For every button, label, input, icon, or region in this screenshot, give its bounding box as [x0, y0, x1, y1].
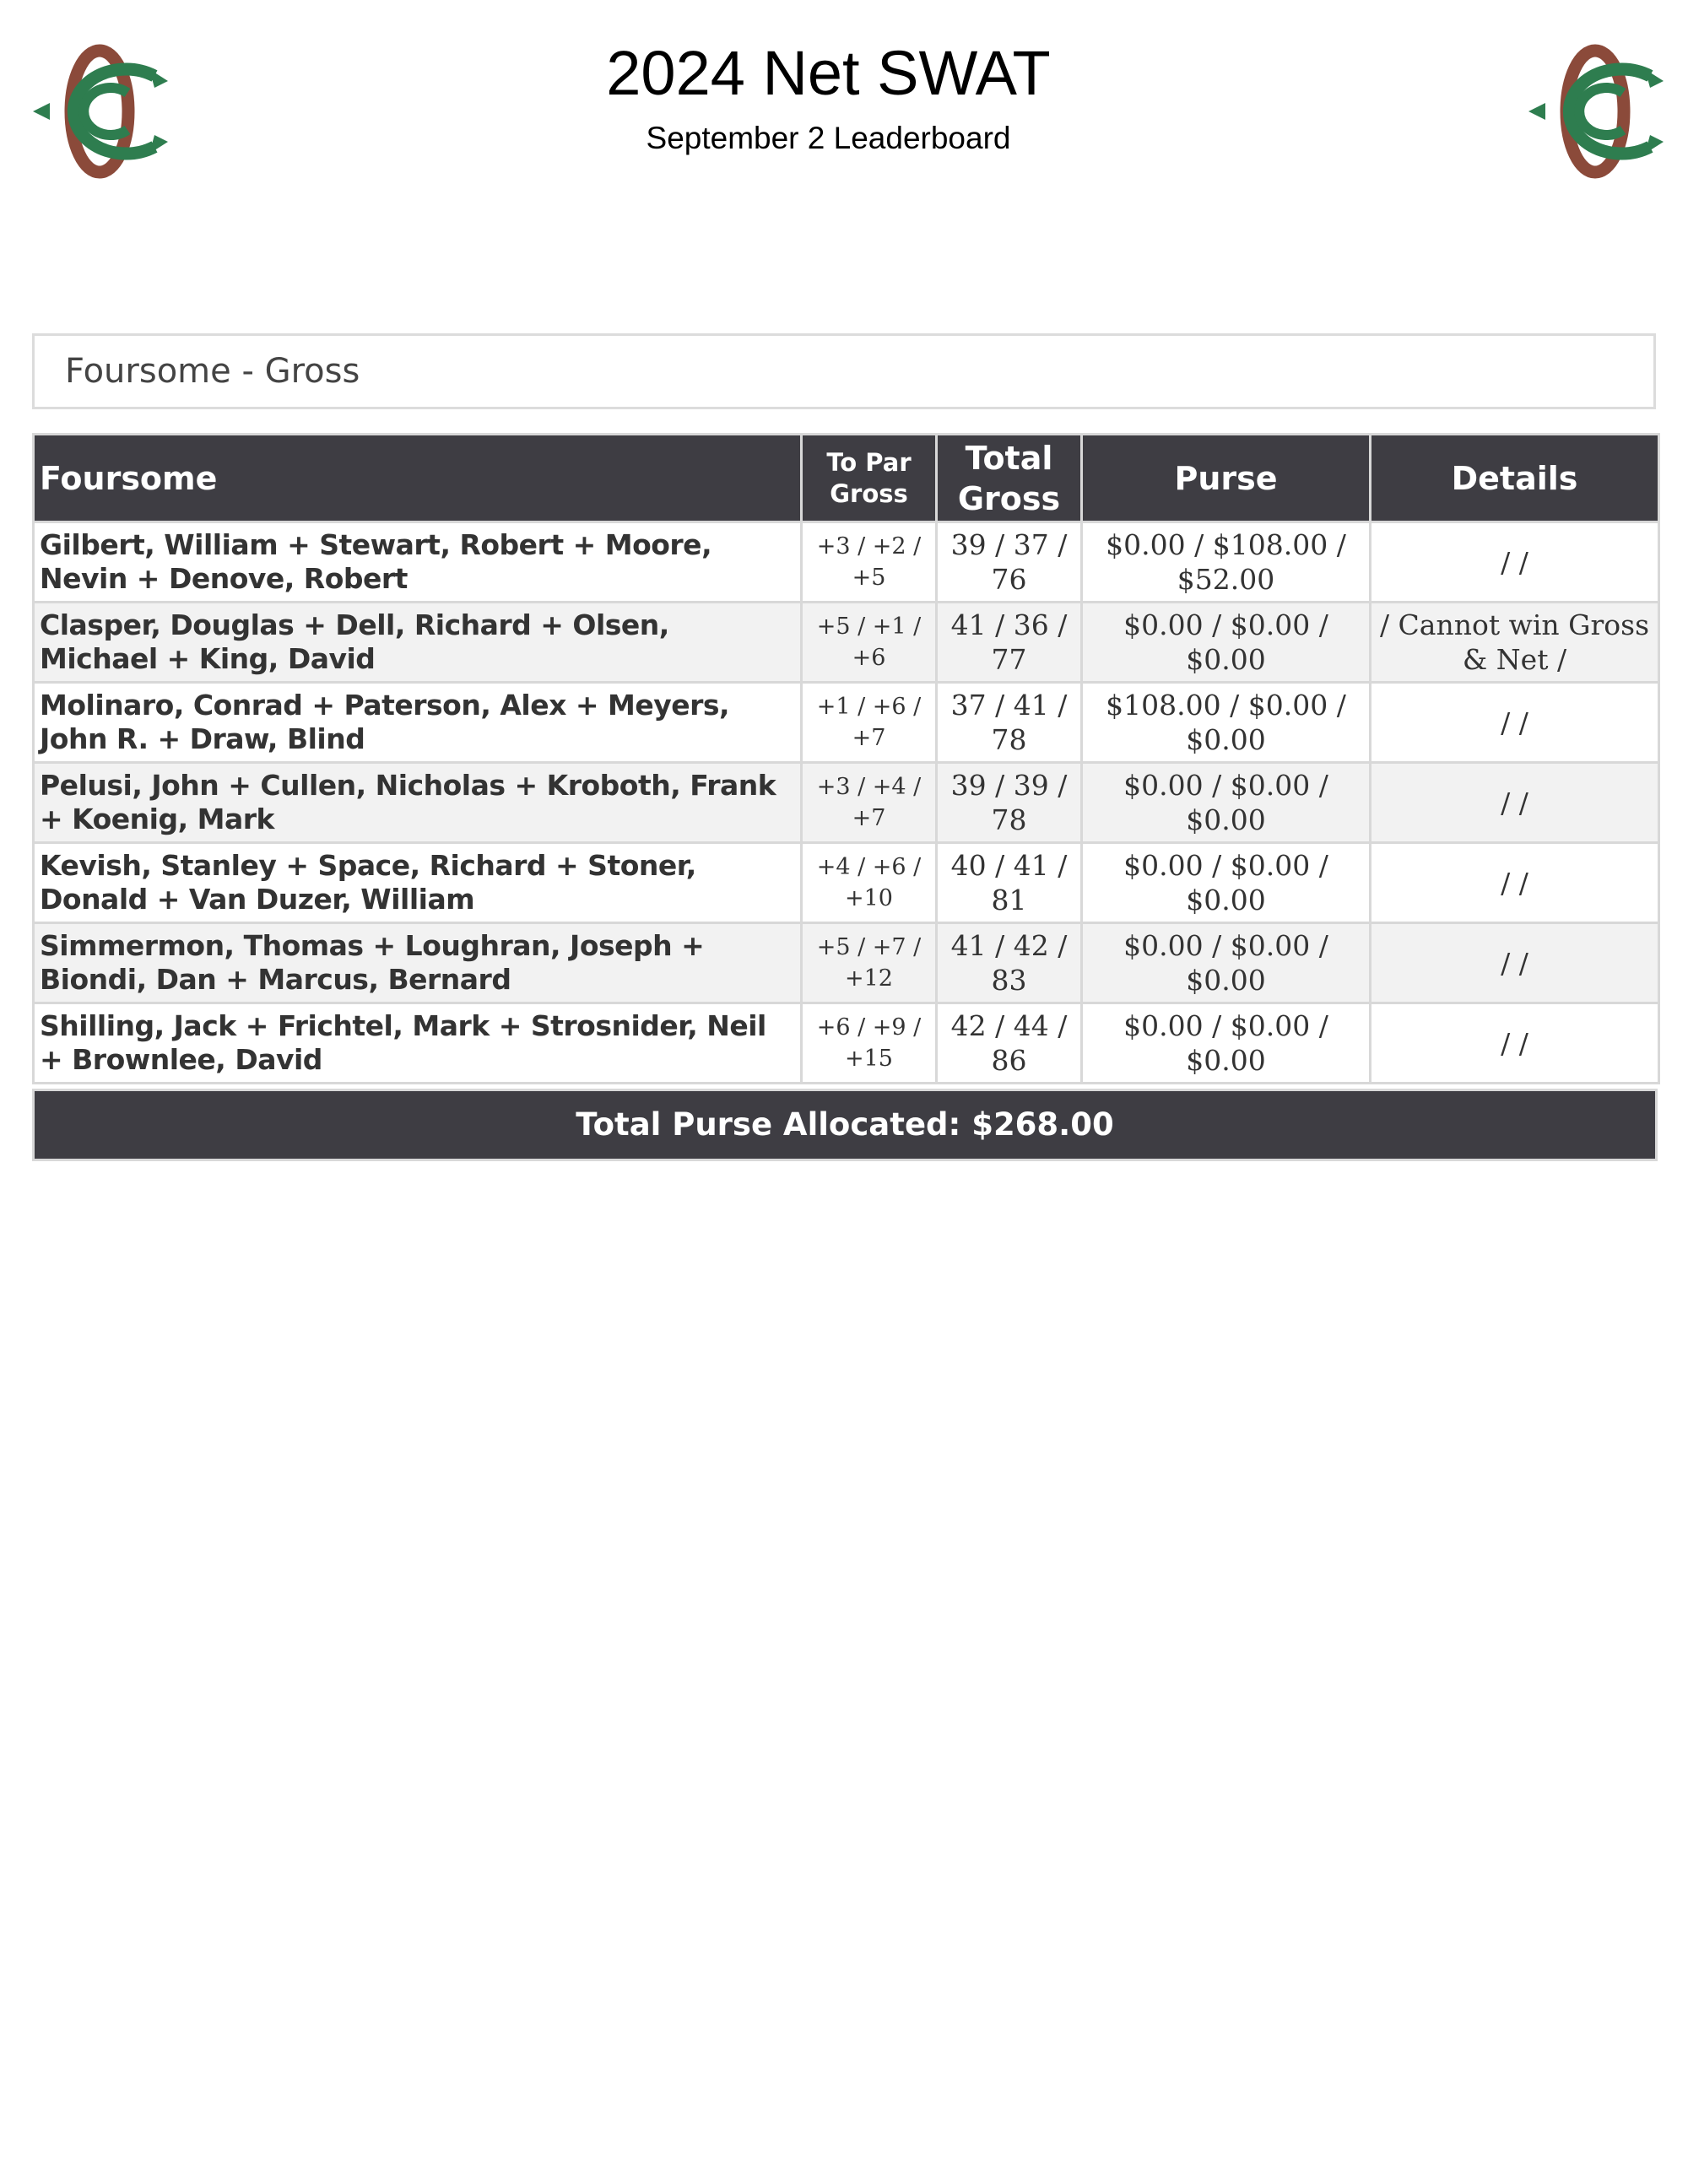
total-gross-cell: 42 / 44 / 86: [937, 1003, 1082, 1084]
details-cell: / Cannot win Gross & Net /: [1371, 603, 1659, 683]
table-row: [34, 763, 1659, 843]
foursome-cell: Clasper, Douglas + Dell, Richard + Olsen, Michael + King, David: [34, 603, 802, 683]
table-row: [34, 1003, 1659, 1084]
table-row: [34, 603, 1659, 683]
column-header-text: Gross: [957, 479, 1061, 517]
foursome-cell: Molinaro, Conrad + Paterson, Alex + Meyers, John R. + Draw, Blind: [34, 683, 802, 763]
to-par-cell: +3 / +2 / +5: [802, 522, 937, 603]
purse-cell: $0.00 / $0.00 / $0.00: [1082, 603, 1371, 683]
table-row: [34, 923, 1659, 1003]
section-title: Foursome - Gross: [65, 352, 360, 391]
column-header-details: Details: [1371, 435, 1659, 522]
column-header-to-par-gross: [802, 435, 937, 522]
details-cell: / /: [1371, 763, 1659, 843]
column-header-text: Total: [965, 439, 1053, 477]
section-header: [32, 333, 1656, 409]
table-row: [34, 843, 1659, 923]
column-header-purse: Purse: [1082, 435, 1371, 522]
purse-cell: $108.00 / $0.00 / $0.00: [1082, 683, 1371, 763]
purse-cell: $0.00 / $108.00 / $52.00: [1082, 522, 1371, 603]
to-par-cell: +5 / +1 / +6: [802, 603, 937, 683]
to-par-cell: +1 / +6 / +7: [802, 683, 937, 763]
to-par-cell: +4 / +6 / +10: [802, 843, 937, 923]
purse-cell: $0.00 / $0.00 / $0.00: [1082, 1003, 1371, 1084]
foursome-cell: Simmermon, Thomas + Loughran, Joseph + Biondi, Dan + Marcus, Bernard: [34, 923, 802, 1003]
page-title: 2024 Net SWAT: [606, 38, 1051, 108]
table-header-row: [34, 435, 1659, 522]
total-purse-footer: Total Purse Allocated: $268.00: [32, 1089, 1658, 1161]
column-header-text: Gross: [830, 478, 908, 508]
to-par-cell: +5 / +7 / +12: [802, 923, 937, 1003]
table-row: [34, 522, 1659, 603]
total-gross-cell: 41 / 36 / 77: [937, 603, 1082, 683]
total-gross-cell: 39 / 37 / 76: [937, 522, 1082, 603]
column-header-total-gross: [937, 435, 1082, 522]
total-gross-cell: 41 / 42 / 83: [937, 923, 1082, 1003]
foursome-cell: Shilling, Jack + Frichtel, Mark + Strosnider, Neil + Brownlee, David: [34, 1003, 802, 1084]
total-gross-cell: 40 / 41 / 81: [937, 843, 1082, 923]
details-cell: / /: [1371, 1003, 1659, 1084]
to-par-cell: +3 / +4 / +7: [802, 763, 937, 843]
column-header-text: To Par: [826, 447, 912, 477]
details-cell: / /: [1371, 683, 1659, 763]
foursome-cell: Pelusi, John + Cullen, Nicholas + Kroboth, Frank + Koenig, Mark: [34, 763, 802, 843]
foursome-cell: Gilbert, William + Stewart, Robert + Moore, Nevin + Denove, Robert: [34, 522, 802, 603]
purse-cell: $0.00 / $0.00 / $0.00: [1082, 763, 1371, 843]
purse-cell: $0.00 / $0.00 / $0.00: [1082, 843, 1371, 923]
total-gross-cell: 37 / 41 / 78: [937, 683, 1082, 763]
leaderboard-table: [32, 433, 1660, 1084]
foursome-cell: Kevish, Stanley + Space, Richard + Stoner, Donald + Van Duzer, William: [34, 843, 802, 923]
table-row: [34, 683, 1659, 763]
details-cell: / /: [1371, 923, 1659, 1003]
to-par-cell: +6 / +9 / +15: [802, 1003, 937, 1084]
details-cell: / /: [1371, 522, 1659, 603]
total-gross-cell: 39 / 39 / 78: [937, 763, 1082, 843]
page-subtitle: September 2 Leaderboard: [646, 121, 1011, 155]
column-header-foursome: Foursome: [34, 435, 802, 522]
purse-cell: $0.00 / $0.00 / $0.00: [1082, 923, 1371, 1003]
details-cell: / /: [1371, 843, 1659, 923]
